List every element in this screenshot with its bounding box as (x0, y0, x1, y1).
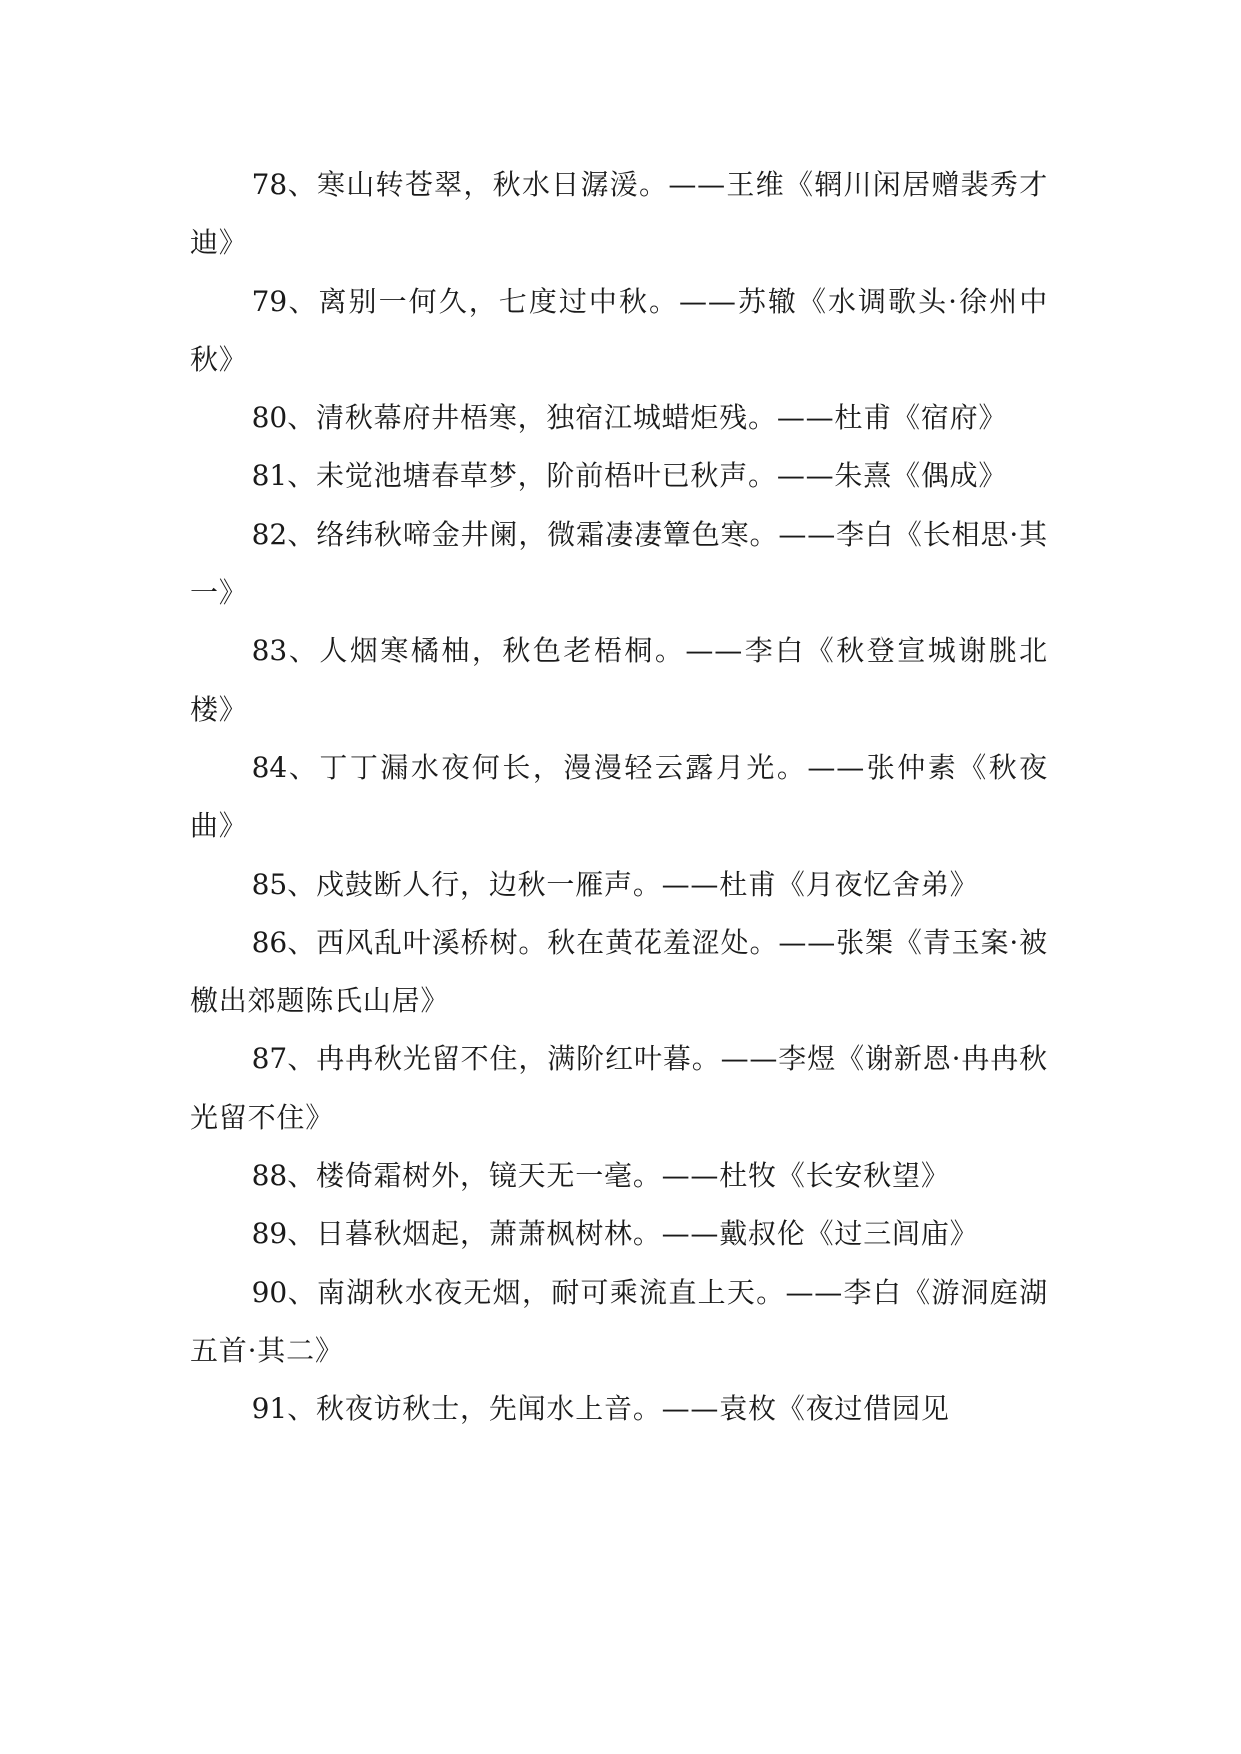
poem-entry-87: 87、冉冉秋光留不住，满阶红叶暮。——李煜《谢新恩·冉冉秋光留不住》 (190, 1042, 1048, 1134)
poem-entry-90: 90、南湖秋水夜无烟，耐可乘流直上天。——李白《游洞庭湖五首·其二》 (190, 1275, 1048, 1367)
poem-entry-81: 81、未觉池塘春草梦，阶前梧叶已秋声。——朱熹《偶成》 (251, 459, 1008, 493)
poem-entry-82: 82、络纬秋啼金井阑，微霜凄凄簟色寒。——李白《长相思·其一》 (190, 517, 1048, 610)
poem-entry-86: 86、西风乱叶溪桥树。秋在黄花羞涩处。——张榘《青玉案·被檄出郊题陈氏山居》 (190, 925, 1048, 1018)
poem-entry-78: 78、寒山转苍翠，秋水日潺湲。——王维《辋川闲居赠裴秀才迪》 (190, 168, 1048, 260)
poem-entry-85: 85、戍鼓断人行，边秋一雁声。——杜甫《月夜忆舍弟》 (251, 867, 979, 901)
poem-entry-89: 89、日暮秋烟起，萧萧枫树林。——戴叔伦《过三闾庙》 (251, 1217, 979, 1251)
poem-entry-79: 79、离别一何久，七度过中秋。——苏辙《水调歌头·徐州中秋》 (190, 284, 1048, 376)
document-page (190, 156, 1048, 1439)
poem-entry-80: 80、清秋幕府井梧寒，独宿江城蜡炬残。——杜甫《宿府》 (251, 401, 1008, 435)
poem-entry-83: 83、人烟寒橘柚，秋色老梧桐。——李白《秋登宣城谢朓北楼》 (190, 634, 1048, 726)
poem-entry-91: 91、秋夜访秋士，先闻水上音。——袁枚《夜过借园见 (251, 1392, 950, 1426)
poem-entry-88: 88、楼倚霜树外，镜天无一毫。——杜牧《长安秋望》 (251, 1159, 950, 1193)
poem-entry-84: 84、丁丁漏水夜何长，漫漫轻云露月光。——张仲素《秋夜曲》 (190, 750, 1048, 843)
